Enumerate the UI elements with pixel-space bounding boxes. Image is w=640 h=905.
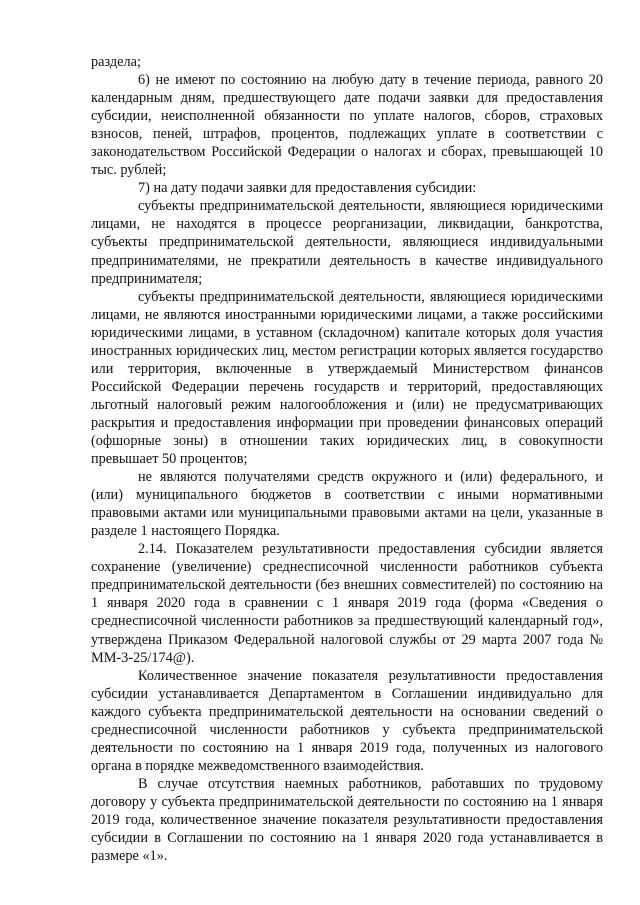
paragraph-item-6: 6) не имеют по состоянию на любую дату в течение периода, равного 20 календарным дням, предшествующего дате подачи заявки для предоставления субсидии, неисполненной обязанности по уплате налогов, сборов, страховых взносов, пеней, штрафов, процентов, подлежащих уплате в соответствии с законодательством Российской Федерации о налогах и сборах, превышающей 10 тыс. рублей; [91, 72, 603, 179]
paragraph-section-end: раздела; [91, 54, 141, 70]
paragraph-budget-recipients: не являются получателями средств окружного и (или) федерального, и (или) муниципального бюджетов в соответствии с иными нормативными правовыми актами или муниципальными правовыми актами на цели, указанные в разделе 1 настоящего Порядка. [91, 469, 603, 540]
paragraph-no-employees: В случае отсутствия наемных работников, работавших по трудовому договору у субъекта предпринимательской деятельности по состоянию на 1 января 2019 года, количественное значение показателя результативности предоставления субсидии в Соглашении по состоянию на 1 января 2020 года устанавливается в размере «1». [91, 775, 603, 865]
paragraph-quantitative-value: Количественное значение показателя результативности предоставления субсидии устанавливается Департаментом в Соглашении индивидуально для каждого субъекта предпринимательской деятельности на основании сведений о среднесписочной численности работников у субъекта предпринимательской деятельности по состоянию на 1 января 2019 года, полученных из налогового органа в порядке межведомственного взаимодействия. [91, 667, 603, 774]
paragraph-item-7: 7) на дату подачи заявки для предоставления субсидии: [138, 180, 477, 197]
paragraph-foreign-entities: субъекты предпринимательской деятельности, являющиеся юридическими лицами, не являются иностранными юридическими лицами, а также российскими юридическими лицами, в уставном (складочном) капитале которых доля участия иностранных юридических лиц, местом регистрации которых является государство или территория, включенные в утверждаемый Министерством финансов Российской Федерации перечень государств и территорий, предоставляющих льготный налоговый режим налогообложения и (или) не предусматривающих раскрытия и предоставления информации при проведении финансовых операций (офшорные зоны) в отношении таких юридических лиц, в совокупности превышает 50 процентов; [91, 288, 603, 468]
paragraph-reorganization: субъекты предпринимательской деятельности, являющиеся юридическими лицами, не находятся в процессе реорганизации, ликвидации, банкротства, субъекты предпринимательской деятельности, являющиеся индивидуальными предпринимателями, не прекратили деятельность в качестве индивидуального предпринимателя; [91, 198, 603, 287]
document-body [91, 53, 603, 865]
paragraph-2-14: 2.14. Показателем результативности предоставления субсидии является сохранение (увеличение) среднесписочной численности работников субъекта предпринимательской деятельности (без внешних совместителей) по состоянию на 1 января 2020 года в сравнении с 1 января 2019 года (форма «Сведения о среднесписочной численности работников за предшествующий календарный год», утверждена Приказом Федеральной налоговой службы от 29 марта 2007 года № ММ-3-25/174@). [91, 541, 603, 666]
